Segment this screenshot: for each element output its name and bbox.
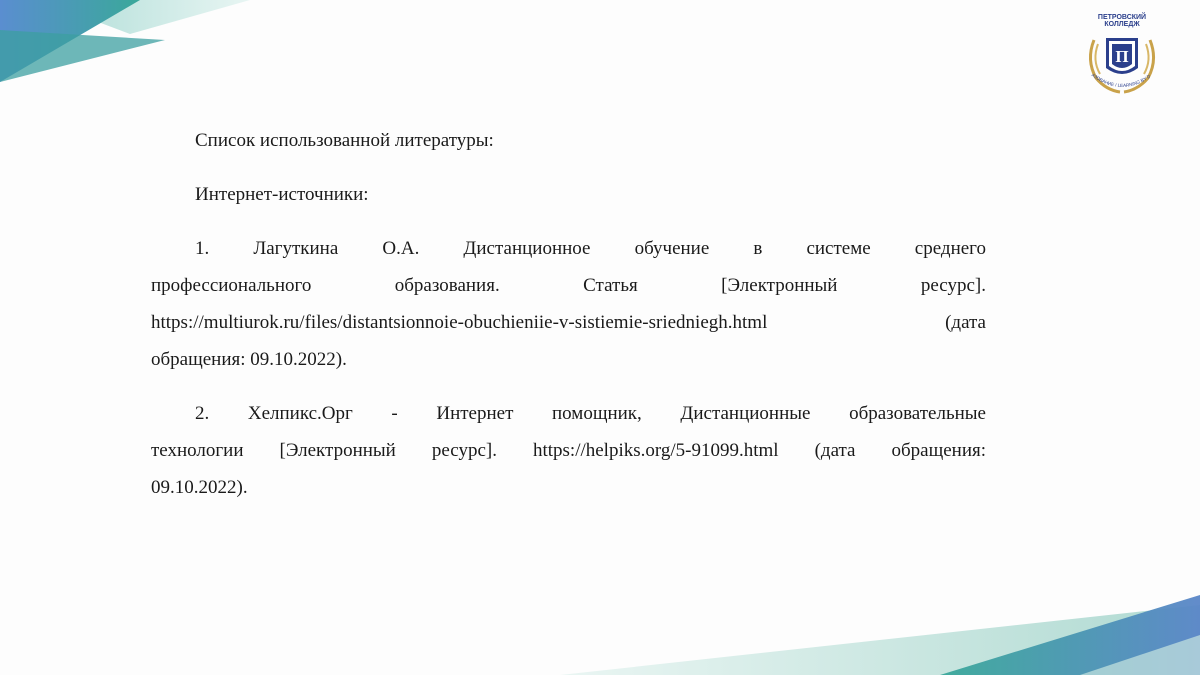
logo-name-line1: ПЕТРОВСКИЙ	[1097, 14, 1147, 21]
reference-item-2	[151, 395, 986, 506]
reference-2-line-2: технологии [Электронный ресурс]. https://helpiks.org/5-91099.html (дата обращения:	[151, 440, 986, 461]
bottom-right-decoration	[560, 585, 1200, 675]
references-heading: Список использованной литературы:	[195, 130, 494, 151]
reference-2-line-3: 09.10.2022).	[151, 477, 248, 498]
reference-item-1	[151, 230, 986, 378]
logo-monogram: П	[1115, 47, 1129, 66]
logo-emblem-icon	[1084, 30, 1160, 96]
reference-1-line-1: 1. Лагуткина О.А. Дистанционное обучение в системе среднего	[195, 238, 986, 259]
logo-name-line2: КОЛЛЕДЖ	[1104, 21, 1140, 28]
college-logo	[1084, 10, 1160, 96]
references-body	[151, 122, 986, 506]
reference-1-line-3: https://multiurok.ru/files/distantsionnoie-obuchieniie-v-sistiemie-sriedniegh.html (дата	[151, 312, 986, 333]
internet-sources-heading: Интернет-источники:	[195, 184, 369, 205]
top-left-decoration	[0, 0, 300, 90]
logo-motto: АЗОВАНИЕ / LEARNING BY D	[1090, 72, 1152, 89]
reference-1-line-2: профессионального образования. Статья [Электронный ресурс].	[151, 275, 986, 296]
reference-2-line-1: 2. Хелпикс.Орг - Интернет помощник, Дистанционные образовательные	[195, 403, 986, 424]
reference-1-line-4: обращения: 09.10.2022).	[151, 349, 347, 370]
